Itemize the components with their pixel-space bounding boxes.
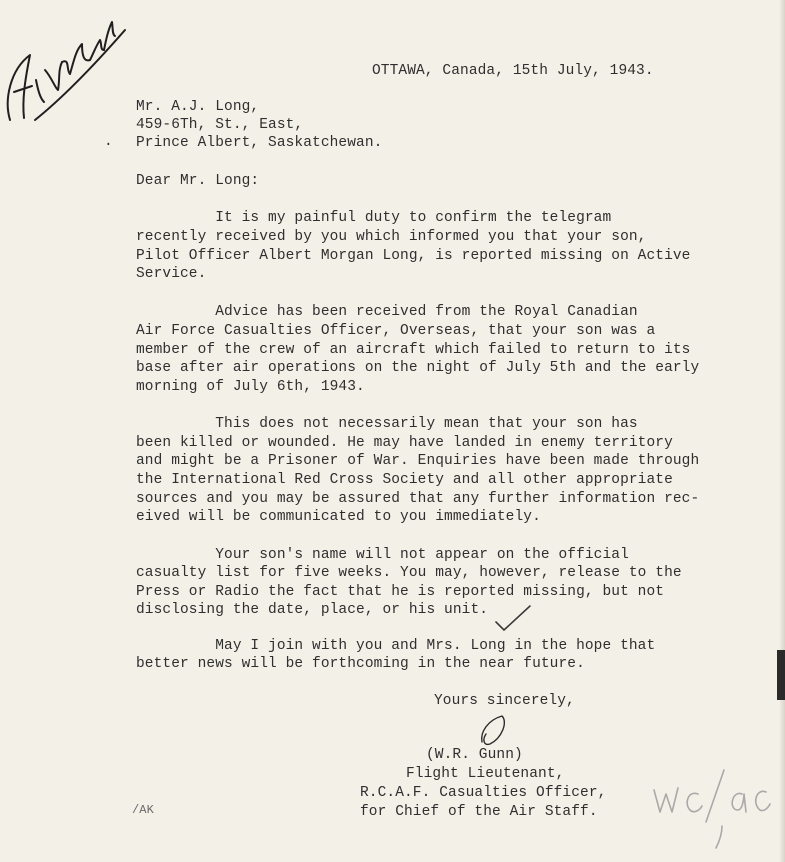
paragraph-line: It is my painful duty to confirm the telegram: [136, 210, 612, 226]
paragraph-line: been killed or wounded. He may have landed in enemy territory: [136, 435, 673, 451]
signature-title: R.C.A.F. Casualties Officer,: [360, 785, 607, 801]
recipient-city: Prince Albert, Saskatchewan.: [136, 135, 383, 151]
signature-rank: Flight Lieutenant,: [406, 766, 565, 782]
signature-for-line: for Chief of the Air Staff.: [360, 804, 598, 820]
typist-initials: /AK: [132, 803, 154, 817]
paragraph-line: member of the crew of an aircraft which failed to return to its: [136, 342, 691, 358]
paragraph-line: May I join with you and Mrs. Long in the hope that: [136, 638, 656, 654]
paragraph-line: better news will be forthcoming in the near future.: [136, 656, 585, 672]
margin-dot: ·: [104, 137, 113, 153]
paragraph-line: disclosing the date, place, or his unit.: [136, 602, 489, 618]
paragraph-line: Your son's name will not appear on the official: [136, 547, 629, 563]
paragraph-line: sources and you may be assured that any further information rec-: [136, 491, 700, 507]
signature-initial: [474, 712, 514, 748]
signature-name: (W.R. Gunn): [426, 747, 523, 763]
paragraph-line: base after air operations on the night of July 5th and the early: [136, 360, 700, 376]
air-mail-handwriting: [0, 0, 140, 140]
salutation: Dear Mr. Long:: [136, 173, 260, 189]
paragraph-line: This does not necessarily mean that your son has: [136, 416, 638, 432]
paragraph-line: and might be a Prisoner of War. Enquiries have been made through: [136, 453, 700, 469]
paragraph-line: Air Force Casualties Officer, Overseas, that your son was a: [136, 323, 656, 339]
paragraph-line: morning of July 6th, 1943.: [136, 379, 365, 395]
recipient-street: 459-6Th, St., East,: [136, 117, 304, 133]
paragraph-line: eived will be communicated to you immediately.: [136, 509, 541, 525]
paragraph-line: Service.: [136, 266, 207, 282]
page-edge-shadow: [779, 0, 785, 862]
check-mark: [494, 604, 534, 634]
paragraph-line: the International Red Cross Society and all other appropriate: [136, 472, 673, 488]
paragraph-line: Press or Radio the fact that he is reported missing, but not: [136, 584, 665, 600]
paragraph-line: Advice has been received from the Royal Canadian: [136, 304, 638, 320]
date-line: OTTAWA, Canada, 15th July, 1943.: [372, 63, 654, 79]
paragraph-line: recently received by you which informed you that your son,: [136, 229, 647, 245]
recipient-name: Mr. A.J. Long,: [136, 99, 260, 115]
paragraph-line: Pilot Officer Albert Morgan Long, is reported missing on Active: [136, 248, 691, 264]
page-edge-mark: [777, 650, 785, 700]
paragraph-line: casualty list for five weeks. You may, however, release to the: [136, 565, 682, 581]
closing: Yours sincerely,: [434, 693, 575, 709]
marginal-note-handwriting: [650, 760, 780, 850]
